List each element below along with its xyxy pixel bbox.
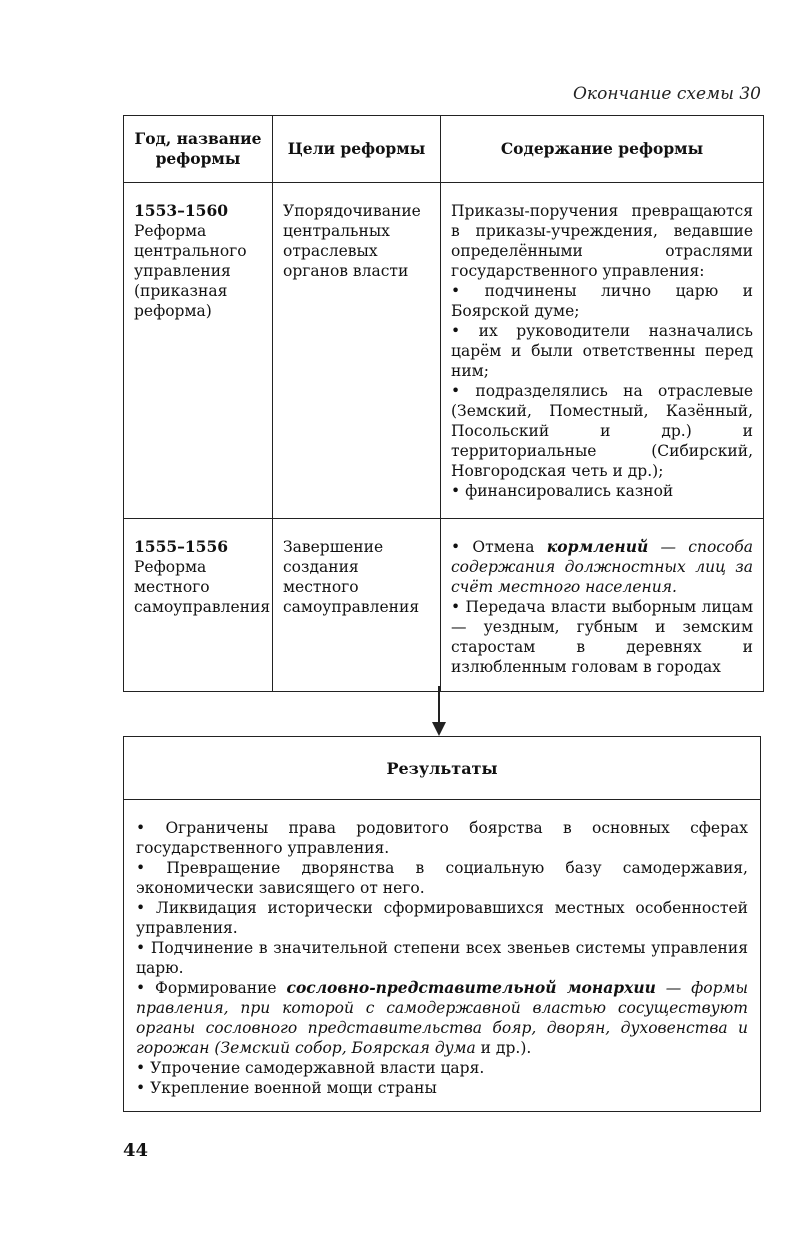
table-row xyxy=(124,519,764,692)
reform-goal-cell xyxy=(273,519,441,692)
reform-name: Реформа центрального управления (приказная реформа) xyxy=(134,222,247,320)
header-year-name: Год, название реформы xyxy=(124,116,273,183)
table-header-row xyxy=(124,116,764,183)
list-item: • Подчинение в значительной степени всех звеньев системы управления царю. xyxy=(136,939,748,977)
list-item: • Укрепление военной мощи страны xyxy=(136,1079,437,1097)
term-definition: — формы правления, при которой с самодержавной властью сосуществуют органы сословного представительства бояр, дворян, духовенства и горожан ( xyxy=(136,979,748,1057)
header-content: Содержание реформы xyxy=(441,116,764,183)
reform-year: 1555–1556 xyxy=(134,537,229,556)
reform-year: 1553–1560 xyxy=(134,201,229,220)
results-box xyxy=(123,736,761,1112)
results-list xyxy=(124,800,760,1108)
reform-year-name-cell xyxy=(124,183,273,519)
list-item xyxy=(136,978,748,1058)
page-number: 44 xyxy=(123,1140,149,1161)
content-bullet: • подразделялись на отраслевые (Земский, Поместный, Казённый, Посольский и др.) и территориальные (Сибирский, Новгородская четь и др.); xyxy=(451,382,753,480)
term-monarchy: сословно-представительной монархии xyxy=(286,978,656,997)
table-row xyxy=(124,183,764,519)
term-kormlenie: кормлений xyxy=(546,537,649,556)
reform-table xyxy=(123,115,764,692)
list-item: • Упрочение самодержавной власти царя. xyxy=(136,1059,485,1077)
results-title: Результаты xyxy=(124,737,760,800)
reform-goal: Упорядочивание центральных отраслевых органов власти xyxy=(283,202,421,280)
term-definition: — способа содержания должностных лиц за счёт местного населения. xyxy=(451,538,753,596)
content-intro: Приказы-поручения превращаются в приказы-учреждения, ведавшие определёнными отраслями государственного управления: xyxy=(451,202,753,280)
item-prefix: • Формирование xyxy=(136,979,287,997)
reform-year-name-cell xyxy=(124,519,273,692)
content-bullet xyxy=(451,537,753,597)
reform-name: Реформа местного самоуправления xyxy=(134,558,271,616)
content-bullet: • финансировались казной xyxy=(451,482,674,500)
reform-content-cell xyxy=(441,519,764,692)
header-goals: Цели реформы xyxy=(273,116,441,183)
term-examples: Земский собор, Боярская дума xyxy=(220,1039,476,1057)
arrow-head-icon xyxy=(432,722,446,736)
list-item: • Ликвидация исторически сформировавшихся местных особенностей управления. xyxy=(136,899,748,937)
bullet-prefix: • Отмена xyxy=(451,538,547,556)
scheme-caption: Окончание схемы 30 xyxy=(573,84,761,104)
list-item: • Ограничены права родовитого боярства в основных сферах государственного управления. xyxy=(136,819,748,857)
item-end: и др.). xyxy=(475,1039,532,1057)
reform-content-cell xyxy=(441,183,764,519)
arrow-down-icon xyxy=(438,686,440,726)
content-bullet: • Передача власти выборным лицам — уездным, губным и земским старостам в деревнях и излюбленным головам в городах xyxy=(451,598,753,676)
reform-goal-cell xyxy=(273,183,441,519)
list-item: • Превращение дворянства в социальную базу самодержавия, экономически зависящего от него. xyxy=(136,859,748,897)
reform-goal: Завершение создания местного самоуправления xyxy=(283,538,420,616)
content-bullet: • их руководители назначались царём и были ответственны перед ним; xyxy=(451,322,753,380)
content-bullet: • подчинены лично царю и Боярской думе; xyxy=(451,282,753,320)
